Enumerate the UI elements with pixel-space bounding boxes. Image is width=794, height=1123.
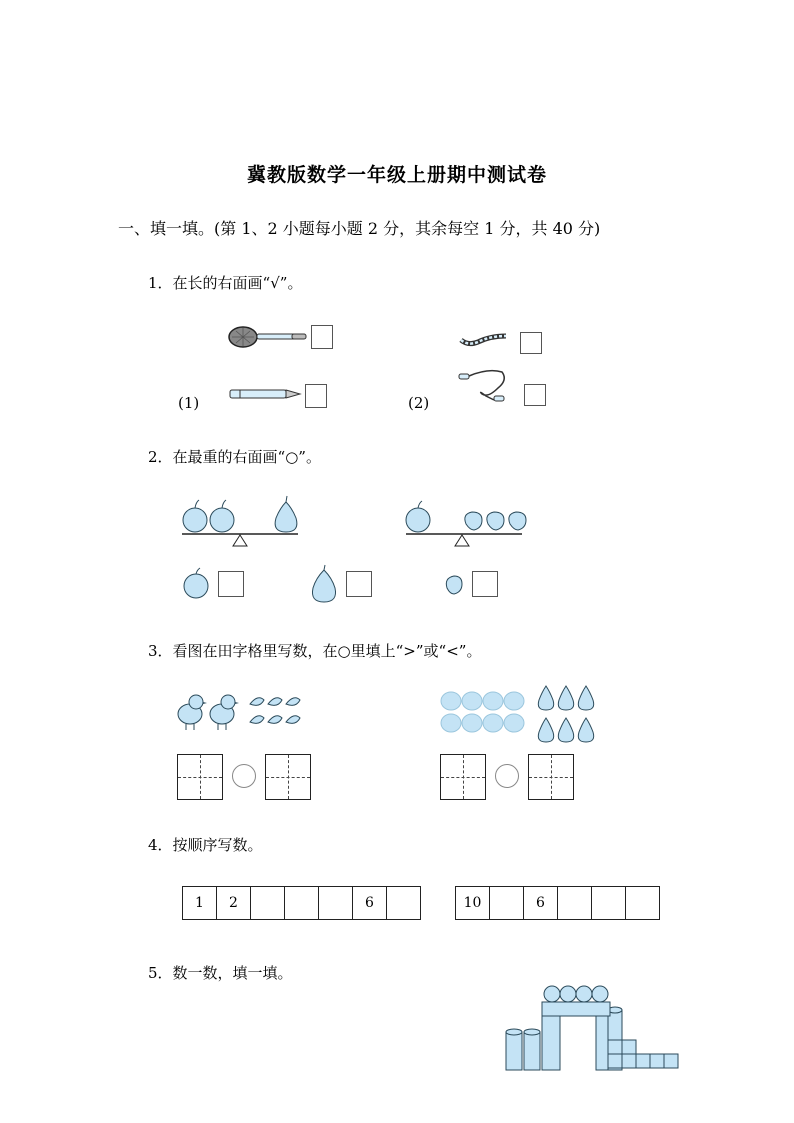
answer-box-pen[interactable] (305, 384, 327, 408)
racket-image (228, 322, 310, 354)
answer-box-strawberry[interactable] (472, 571, 498, 597)
sequence-cell[interactable] (626, 887, 659, 919)
blocks-structure-image (504, 984, 680, 1074)
sequence-cell[interactable] (558, 887, 592, 919)
peppers-image (248, 692, 306, 734)
tian-grid-1[interactable] (177, 754, 223, 800)
sequence-cell[interactable] (285, 887, 319, 919)
question-1-text: 1．在长的右面画“√”。 (148, 274, 303, 292)
tian-grid-2[interactable] (265, 754, 311, 800)
chicks-image (176, 690, 242, 732)
sequence-cell[interactable]: 1 (183, 887, 217, 919)
sequence-row-1 (182, 886, 421, 920)
short-rope-image (458, 330, 510, 350)
sequence-row-2 (455, 886, 660, 920)
answer-box-apple[interactable] (218, 571, 244, 597)
sequence-cell[interactable] (490, 887, 524, 919)
pears-image (536, 682, 598, 744)
strawberry-icon (442, 572, 466, 596)
jump-rope-image (458, 366, 518, 406)
answer-box-racket[interactable] (311, 325, 333, 349)
answer-box-short-rope[interactable] (520, 332, 542, 354)
pen-image (228, 386, 304, 402)
sequence-cell[interactable] (387, 887, 420, 919)
balance-scale-1 (180, 494, 300, 550)
compare-circle-2[interactable] (495, 764, 519, 788)
sequence-cell[interactable]: 6 (353, 887, 387, 919)
tomatoes-image (440, 690, 528, 736)
apple-icon (182, 568, 212, 600)
question-2-text: 2．在最重的右面画“○”。 (148, 448, 321, 466)
compare-circle-1[interactable] (232, 764, 256, 788)
sequence-cell[interactable] (251, 887, 285, 919)
tian-grid-4[interactable] (528, 754, 574, 800)
sequence-cell[interactable] (319, 887, 353, 919)
q1-label-2: (2) (408, 394, 430, 412)
question-4-text: 4．按顺序写数。 (148, 836, 263, 854)
question-5-text: 5．数一数，填一填。 (148, 964, 293, 982)
tian-grid-3[interactable] (440, 754, 486, 800)
page-title: 冀教版数学一年级上册期中测试卷 (246, 164, 547, 186)
question-3-text: 3．看图在田字格里写数，在○里填上“>”或“<”。 (148, 642, 482, 660)
q1-label-1: (1) (178, 394, 200, 412)
sequence-cell[interactable]: 2 (217, 887, 251, 919)
answer-box-jump-rope[interactable] (524, 384, 546, 406)
answer-box-pear[interactable] (346, 571, 372, 597)
sequence-cell[interactable]: 6 (524, 887, 558, 919)
balance-scale-2 (404, 500, 528, 550)
pear-icon (310, 564, 340, 604)
sequence-cell[interactable] (592, 887, 626, 919)
section-heading: 一、填一填。(第 1、2 小题每小题 2 分，其余每空 1 分，共 40 分) (118, 219, 601, 238)
sequence-cell[interactable]: 10 (456, 887, 490, 919)
